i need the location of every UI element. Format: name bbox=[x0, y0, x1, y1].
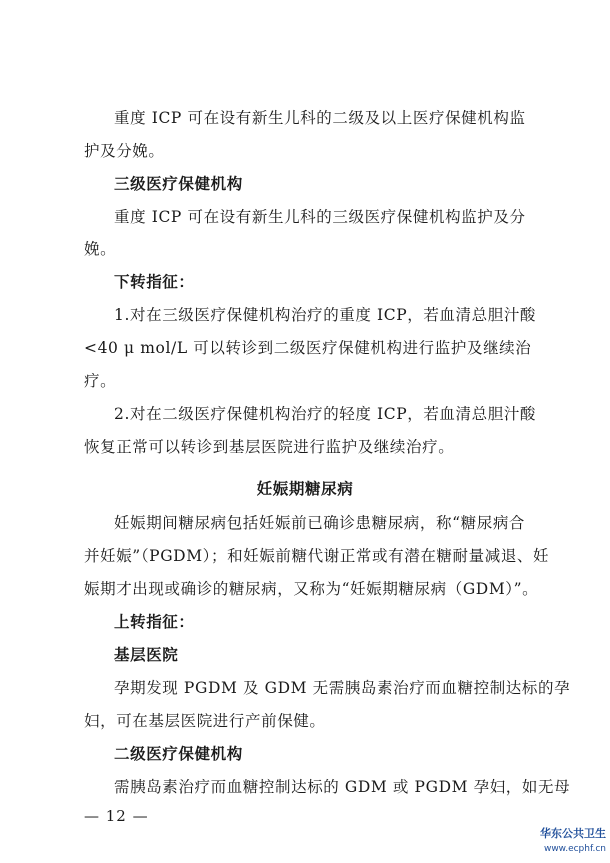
section-heading: 上转指征： bbox=[114, 613, 195, 631]
watermark-name: 华东公共卫生 bbox=[540, 827, 606, 840]
paragraph-line: <40 μ mol/L 可以转诊到二级医疗保健机构进行监护及继续治 bbox=[84, 339, 532, 357]
paragraph-line: 孕期发现 PGDM 及 GDM 无需胰岛素治疗而血糖控制达标的孕 bbox=[114, 679, 571, 697]
paragraph-line: 妇，可在基层医院进行产前保健。 bbox=[84, 712, 326, 730]
paragraph-line: 娩。 bbox=[84, 240, 117, 258]
paragraph-line: 并妊娠”（PGDM）；和妊娠前糖代谢正常或有潜在糖耐量减退、妊 bbox=[84, 547, 550, 565]
section-heading: 三级医疗保健机构 bbox=[114, 175, 243, 193]
paragraph-line: 重度 ICP 可在设有新生儿科的二级及以上医疗保健机构监 bbox=[114, 109, 526, 127]
paragraph-line: 1.对在三级医疗保健机构治疗的重度 ICP，若血清总胆汁酸 bbox=[114, 306, 537, 324]
paragraph-line: 护及分娩。 bbox=[84, 142, 165, 160]
paragraph-line: 妊娠期间糖尿病包括妊娠前已确诊患糖尿病，称“糖尿病合 bbox=[114, 514, 526, 532]
section-heading: 二级医疗保健机构 bbox=[114, 745, 243, 763]
paragraph-line: 恢复正常可以转诊到基层医院进行监护及继续治疗。 bbox=[84, 438, 455, 456]
section-heading: 基层医院 bbox=[114, 646, 179, 664]
paragraph-line: 2.对在二级医疗保健机构治疗的轻度 ICP，若血清总胆汁酸 bbox=[114, 405, 537, 423]
paragraph-line: 重度 ICP 可在设有新生儿科的三级医疗保健机构监护及分 bbox=[114, 208, 526, 226]
paragraph-line: 娠期才出现或确诊的糖尿病，又称为“妊娠期糖尿病（GDM）”。 bbox=[84, 580, 539, 598]
watermark-url: www.ecphf.cn bbox=[543, 844, 606, 854]
section-title: 妊娠期糖尿病 bbox=[256, 480, 354, 498]
paragraph-line: 疗。 bbox=[84, 372, 117, 390]
section-heading: 下转指征： bbox=[114, 273, 195, 291]
page-number: — 12 — bbox=[84, 807, 149, 825]
paragraph-line: 需胰岛素治疗而血糖控制达标的 GDM 或 PGDM 孕妇，如无母 bbox=[114, 778, 571, 796]
